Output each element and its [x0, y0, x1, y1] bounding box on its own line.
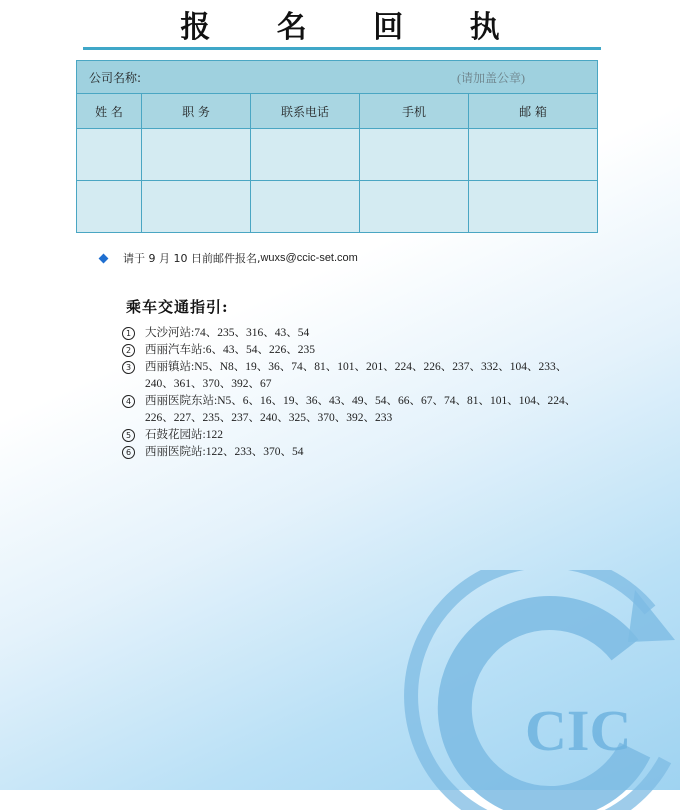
table-row [77, 181, 598, 233]
column-header-email: 邮 箱 [469, 94, 598, 129]
route-text: 西丽镇站:N5、N8、19、36、74、81、101、201、224、226、237、332、104、233、240、361、370、392、67 [145, 361, 568, 390]
column-header-name: 姓 名 [77, 94, 142, 129]
list-item [122, 444, 592, 461]
route-list [122, 325, 592, 461]
route-text: 大沙河站:74、235、316、43、54 [145, 327, 310, 339]
company-label: 公司名称: [89, 70, 142, 85]
table-row [77, 129, 598, 181]
circled-number: 1 [122, 327, 135, 340]
column-header-phone: 联系电话 [251, 94, 360, 129]
table-cell [251, 181, 360, 233]
circled-number: 2 [122, 344, 135, 357]
title-divider [83, 47, 601, 50]
list-item [122, 325, 592, 342]
table-cell [469, 129, 598, 181]
list-item [122, 427, 592, 444]
list-item [122, 359, 592, 393]
page-title: 报 名 回 执 [180, 10, 528, 45]
circled-number: 6 [122, 446, 135, 459]
company-row [77, 61, 598, 94]
registration-table [76, 60, 598, 233]
transport-guide-title: 乘车交通指引: [126, 298, 229, 316]
logo-text: CIC [525, 698, 632, 763]
table-cell [251, 129, 360, 181]
circled-number: 5 [122, 429, 135, 442]
table-cell [142, 129, 251, 181]
diamond-bullet-icon [99, 253, 109, 263]
table-cell [77, 181, 142, 233]
column-header-mobile: 手机 [360, 94, 469, 129]
circled-number: 3 [122, 361, 135, 374]
table-cell [469, 181, 598, 233]
list-item [122, 342, 592, 359]
contact-email: wuxs@ccic-set.com [260, 252, 358, 264]
route-text: 西丽医院东站:N5、6、16、19、36、43、49、54、66、67、74、81、101、104、224、226、227、235、237、240、325、370、392、233 [145, 395, 577, 424]
circled-number: 4 [122, 395, 135, 408]
table-cell [360, 181, 469, 233]
route-text: 西丽汽车站:6、43、54、226、235 [145, 344, 315, 356]
column-header-position: 职 务 [142, 94, 251, 129]
note-text: 请于 9 月 10 日前邮件报名, [123, 252, 261, 265]
list-item [122, 393, 592, 427]
table-cell [77, 129, 142, 181]
route-text: 石鼓花园站:122 [145, 429, 223, 441]
cic-logo-watermark [400, 570, 680, 810]
route-text: 西丽医院站:122、233、370、54 [145, 446, 304, 458]
table-cell [142, 181, 251, 233]
table-cell [360, 129, 469, 181]
stamp-hint: (请加盖公章) [457, 70, 525, 85]
registration-note [100, 250, 358, 266]
